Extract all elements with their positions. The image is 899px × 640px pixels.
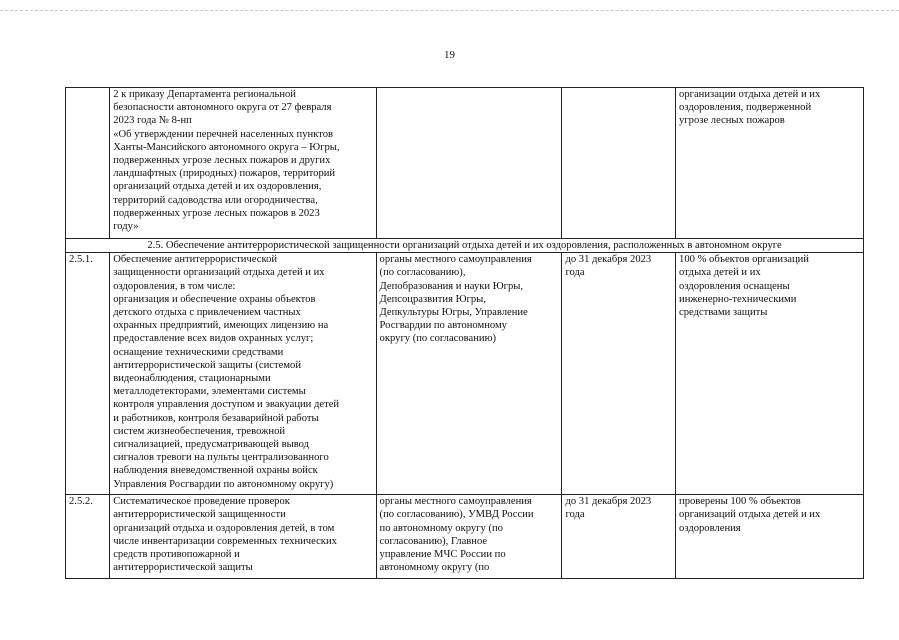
text-line: подверженных угрозе лесных пожаров и других [113, 155, 331, 167]
text-line: защищенности организаций отдыха детей и их [113, 267, 325, 279]
text-line: проверены 100 % объектов [679, 496, 801, 508]
text-line: детского отдыха с привлечением частных [113, 307, 301, 319]
text-line: «Об утверждении перечней населенных пунктов [113, 128, 333, 140]
text-line: Депобразования и науки Югры, [379, 280, 524, 292]
text-line: (по согласованию), УМВД России [379, 509, 534, 521]
text-line: органы местного самоуправления [379, 254, 532, 266]
cell-number: 2.5.1. [66, 253, 110, 495]
cell-deadline [562, 253, 676, 495]
text-line: Управления Росгвардии по автономному округу) [113, 478, 334, 490]
table-row-continuation [66, 88, 864, 239]
text-line: органы местного самоуправления [379, 496, 532, 508]
text-line: наблюдения вневедомственной охраны войск [113, 465, 318, 477]
text-line: систем жизнеобеспечения, тревожной [113, 425, 286, 437]
text-line: контроля управления доступом и эвакуации детей [113, 399, 340, 411]
table-row [66, 495, 864, 579]
table-row-section [66, 239, 864, 253]
text-line: 2023 года № 8-нп [113, 115, 192, 127]
text-line: оздоровления оснащены [679, 280, 790, 292]
cell-executor [376, 253, 562, 495]
text-line: оснащение техническими средствами [113, 346, 284, 358]
text-line: и работников, контроля безаварийной работы [113, 412, 319, 424]
text-line: организаций отдыха детей и их оздоровления, [113, 181, 322, 193]
text-line: металлодетекторами, элементами системы [113, 386, 306, 398]
scan-top-edge [0, 10, 899, 11]
text-line: Депсоцразвития Югры, [379, 293, 486, 305]
text-line: сигналов тревоги на пульты централизованного [113, 452, 329, 464]
text-line: до 31 декабря 2023 [565, 496, 652, 508]
text-line: средствами защиты [679, 307, 768, 319]
text-line: антитеррористической защищенности [113, 509, 286, 521]
text-line: Росгвардии по автономному [379, 320, 507, 332]
text-line: управление МЧС России по [379, 549, 506, 561]
text-line: подверженных угрозе лесных пожаров в 2023 [113, 207, 320, 219]
text-line: организации отдыха детей и их [679, 89, 821, 100]
text-line: угрозе лесных пожаров [679, 115, 785, 127]
cell-result [676, 88, 864, 239]
text-line: территорий садоводства или огородничества, [113, 194, 318, 206]
cell-deadline [562, 495, 676, 579]
text-line: предоставление всех видов охранных услуг; [113, 333, 314, 345]
text-line: безопасности автономного округа от 27 февраля [113, 102, 332, 114]
text-line: по автономному округу (по [379, 522, 503, 534]
text-line: видеонаблюдения, стационарными [113, 373, 271, 385]
text-line: оздоровления, в том числе: [113, 280, 236, 292]
text-line: года [565, 509, 585, 521]
cell-number [66, 88, 110, 239]
text-line: Депкультуры Югры, Управление [379, 307, 528, 319]
text-line: Ханты-Мансийского автономного округа – Югры, [113, 141, 340, 153]
text-line: антитеррористической защиты (системой [113, 359, 302, 371]
cell-measure [110, 88, 376, 239]
cell-measure [110, 495, 376, 579]
text-line: ландшафтных (природных) пожаров, территорий [113, 168, 336, 180]
cell-result [676, 253, 864, 495]
text-line: согласованию), Главное [379, 535, 488, 547]
text-line: до 31 декабря 2023 [565, 254, 652, 266]
page-number: 19 [444, 49, 455, 61]
text-line: году» [113, 221, 139, 233]
text-line: отдыха детей и их [679, 267, 761, 279]
text-line: оздоровления [679, 522, 741, 534]
text-line: охранных предприятий, имеющих лицензию на [113, 320, 329, 332]
cell-number: 2.5.2. [66, 495, 110, 579]
cell-measure [110, 253, 376, 495]
text-line: антитеррористической защиты [113, 562, 253, 574]
text-line: числе инвентаризации современных технических [113, 535, 337, 547]
text-line: оздоровления, подверженной [679, 102, 812, 114]
cell-deadline [562, 88, 676, 239]
text-line: средств противопожарной и [113, 549, 240, 561]
plan-table [65, 87, 864, 579]
text-line: организаций отдыха и оздоровления детей, в том [113, 522, 335, 534]
text-line: 100 % объектов организаций [679, 254, 809, 266]
text-line: организаций отдыха детей и их [679, 509, 821, 521]
text-line: автономному округу (по [379, 562, 490, 574]
text-line: сигнализацией, предусматривающей вывод [113, 439, 310, 451]
text-line: округу (по согласованию) [379, 333, 497, 345]
table-row [66, 253, 864, 495]
cell-executor [376, 88, 562, 239]
text-line: Систематическое проведение проверок [113, 496, 290, 508]
text-line: Обеспечение антитеррористической [113, 254, 278, 266]
text-line: организация и обеспечение охраны объектов [113, 293, 316, 305]
cell-executor [376, 495, 562, 579]
text-line: 2 к приказу Департамента региональной [113, 89, 296, 100]
text-line: инженерно-техническими [679, 293, 797, 305]
section-heading: 2.5. Обеспечение антитеррористической защищенности организаций отдыха детей и их оздоровления, расположенных в автономном округе [66, 239, 864, 253]
text-line: (по согласованию), [379, 267, 466, 279]
text-line: года [565, 267, 585, 279]
cell-result [676, 495, 864, 579]
